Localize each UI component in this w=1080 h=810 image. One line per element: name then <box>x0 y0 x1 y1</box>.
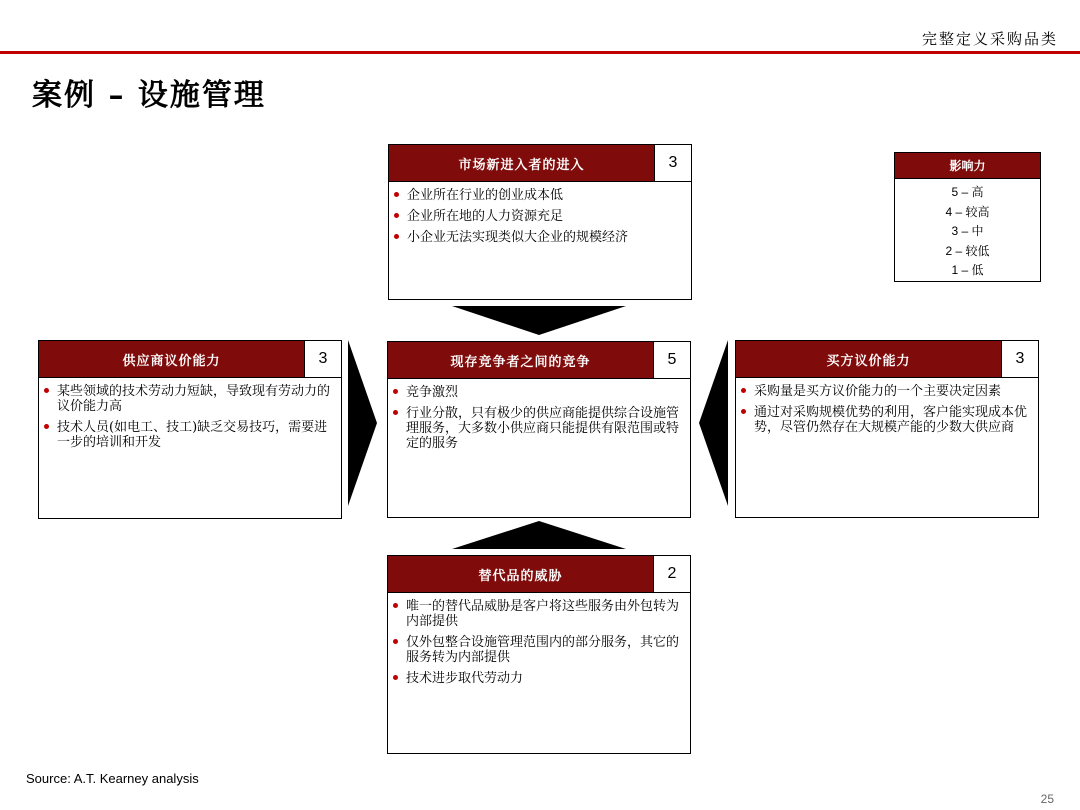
rivalry-label: 现存竞争者之间的竞争 <box>388 342 653 378</box>
new-entrants-bullets <box>389 182 691 245</box>
bullet-item: 唯一的替代品威胁是客户将这些服务由外包转为内部提供 <box>406 599 680 629</box>
impact-legend <box>894 152 1041 282</box>
new-entrants-box <box>388 144 692 300</box>
substitutes-label: 替代品的威胁 <box>388 556 653 592</box>
bullet-item: 小企业无法实现类似大企业的规模经济 <box>407 230 681 245</box>
buyer-power-score: 3 <box>1001 341 1038 377</box>
page-title: 案例 – 设施管理 <box>32 78 266 113</box>
source-note: Source: A.T. Kearney analysis <box>26 771 199 786</box>
supplier-power-box <box>38 340 342 519</box>
buyer-power-box <box>735 340 1039 518</box>
bullet-item: 企业所在行业的创业成本低 <box>407 188 681 203</box>
substitutes-box <box>387 555 691 754</box>
bullet-item: 采购量是买方议价能力的一个主要决定因素 <box>754 384 1028 399</box>
supplier-power-score: 3 <box>304 341 341 377</box>
supplier-power-header <box>39 341 341 378</box>
supplier-power-label: 供应商议价能力 <box>39 341 304 377</box>
buyer-power-header <box>736 341 1038 378</box>
bullet-item: 某些领域的技术劳动力短缺，导致现有劳动力的议价能力高 <box>57 384 331 414</box>
bullet-item: 仅外包整合设施管理范围内的部分服务，其它的服务转为内部提供 <box>406 635 680 665</box>
legend-item: 2 – 较低 <box>945 243 990 258</box>
header-title: 完整定义采购品类 <box>921 30 1058 48</box>
supplier-power-bullets <box>39 378 341 450</box>
buyer-power-bullets <box>736 378 1038 435</box>
rivalry-header <box>388 342 690 379</box>
rivalry-score: 5 <box>653 342 690 378</box>
buyer-power-label: 买方议价能力 <box>736 341 1001 377</box>
page-number: 25 <box>1040 792 1054 806</box>
arrow-right-icon <box>348 340 378 506</box>
legend-item: 3 – 中 <box>951 224 984 238</box>
bullet-item: 竞争激烈 <box>406 385 680 400</box>
rivalry-bullets <box>388 379 690 451</box>
new-entrants-label: 市场新进入者的进入 <box>389 145 654 181</box>
legend-item: 4 – 较高 <box>945 204 990 219</box>
new-entrants-score: 3 <box>654 145 691 181</box>
substitutes-bullets <box>388 593 690 686</box>
arrow-left-icon <box>699 340 729 506</box>
legend-title: 影响力 <box>895 153 1040 179</box>
legend-item: 1 – 低 <box>951 263 984 277</box>
arrow-up-icon <box>452 520 626 550</box>
legend-item: 5 – 高 <box>951 185 984 199</box>
arrow-down-icon <box>452 306 626 336</box>
rivalry-box <box>387 341 691 518</box>
substitutes-score: 2 <box>653 556 690 592</box>
bullet-item: 通过对采购规模优势的利用，客户能实现成本优势，尽管仍然存在大规模产能的少数大供应商 <box>754 405 1028 435</box>
legend-list <box>895 179 1040 281</box>
bullet-item: 行业分散，只有极少的供应商能提供综合设施管理服务，大多数小供应商只能提供有限范围或特定的服务 <box>406 406 680 451</box>
bullet-item: 技术人员(如电工、技工)缺乏交易技巧，需要进一步的培训和开发 <box>57 420 331 450</box>
bullet-item: 企业所在地的人力资源充足 <box>407 209 681 224</box>
new-entrants-header <box>389 145 691 182</box>
header-rule <box>0 51 1080 54</box>
bullet-item: 技术进步取代劳动力 <box>406 671 680 686</box>
substitutes-header <box>388 556 690 593</box>
